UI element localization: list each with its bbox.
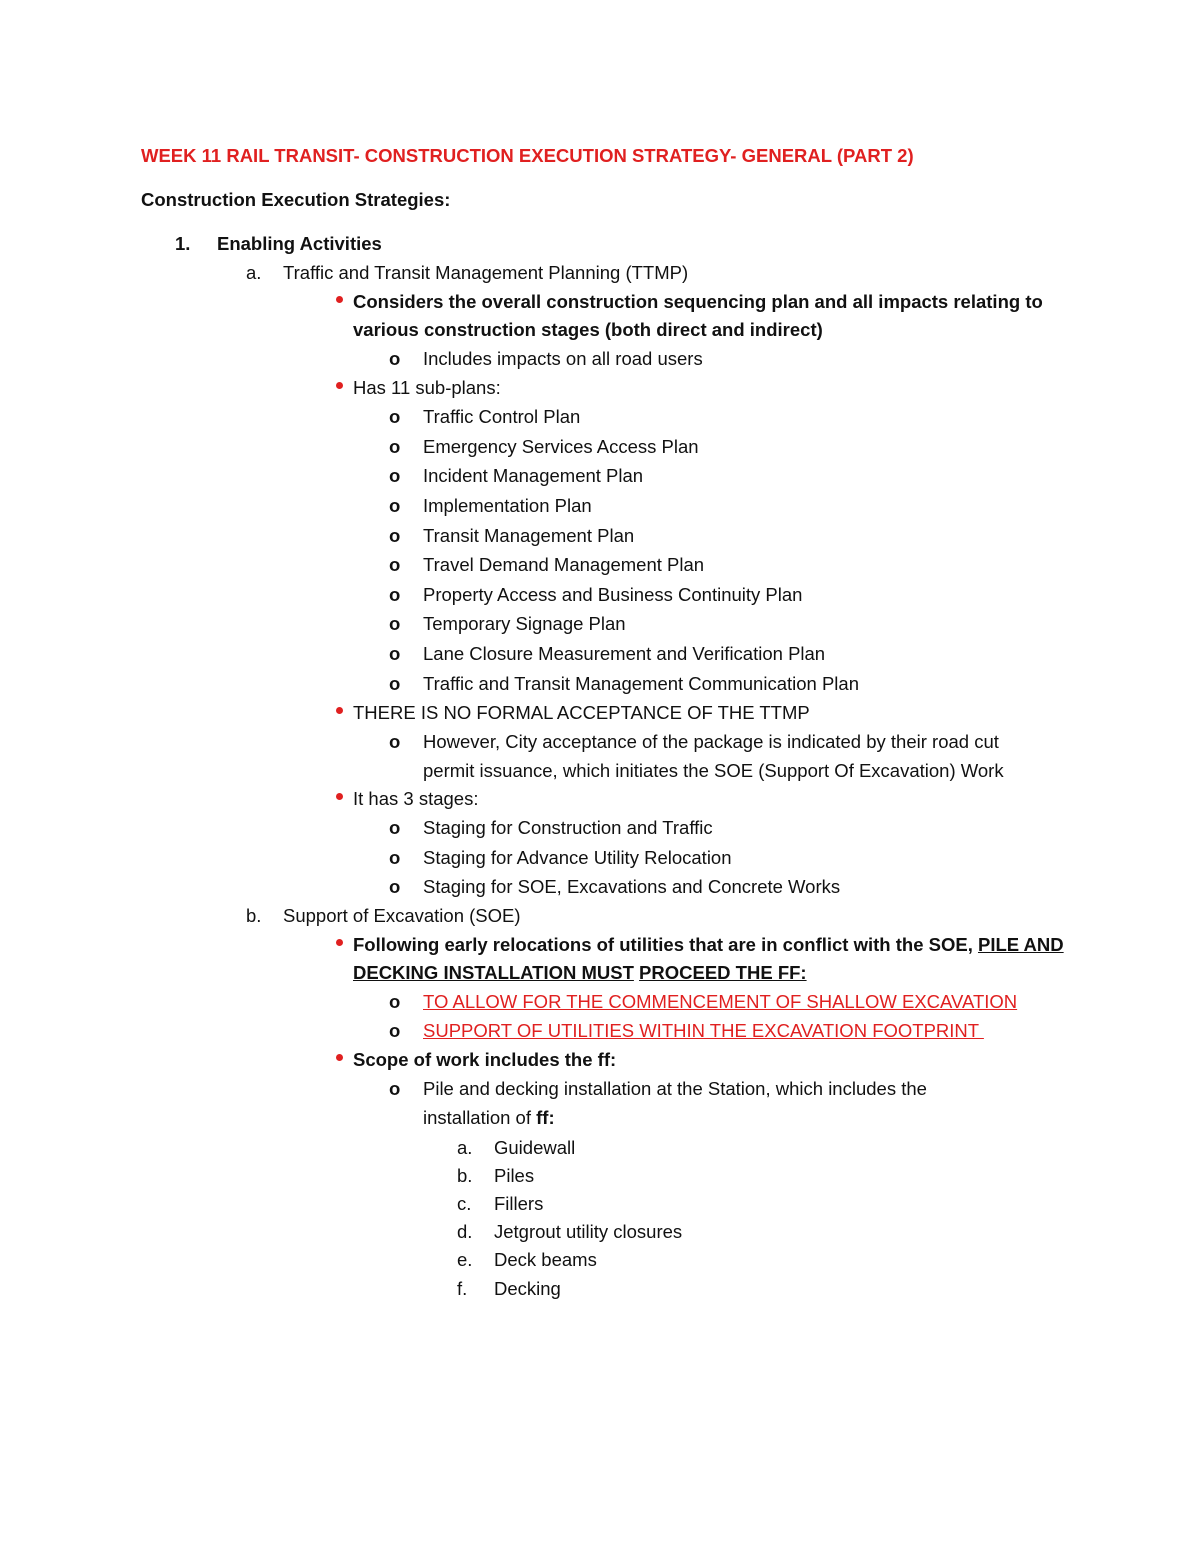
section-title-enabling-activities: Enabling Activities [217, 233, 382, 254]
bullet-text-plain: Scope of work includes the [353, 1049, 598, 1070]
document-title: WEEK 11 RAIL TRANSIT- CONSTRUCTION EXECUTION STRATEGY- GENERAL (PART 2) [141, 145, 914, 166]
bullet-text [353, 933, 1064, 957]
bullet-icon [336, 382, 343, 389]
section-heading: Construction Execution Strategies: [141, 189, 451, 210]
bullet-text: THERE IS NO FORMAL ACCEPTANCE OF THE TTMP [353, 702, 810, 723]
item-text: Jetgrout utility closures [494, 1221, 683, 1242]
bullet-text [353, 961, 807, 985]
sub-bullet-icon: o [389, 847, 401, 868]
bullet-text: Considers the overall construction sequencing plan and all impacts relating to [353, 291, 1043, 312]
item-text: Deck beams [494, 1249, 597, 1270]
item-letter: c. [457, 1193, 472, 1214]
bullet-icon [336, 939, 343, 946]
subsection-title-ttmp: Traffic and Transit Management Planning (TTMP) [283, 262, 689, 283]
sub-bullet-icon: o [389, 731, 401, 752]
sub-bullet-icon: o [389, 554, 401, 575]
sub-bullet-text: Implementation Plan [423, 495, 592, 516]
sub-bullet-icon: o [389, 406, 401, 427]
sub-bullet-icon: o [389, 673, 401, 694]
bullet-text: It has 3 stages: [353, 788, 479, 809]
bullet-text-bold: ff: [597, 1049, 617, 1070]
bullet-icon [336, 707, 343, 714]
item-text: Guidewall [494, 1137, 576, 1158]
sub-bullet-text-plain: installation of [423, 1107, 537, 1128]
sub-bullet-text: Incident Management Plan [423, 465, 644, 486]
bullet-text: Has 11 sub-plans: [353, 377, 501, 398]
sub-bullet-icon: o [389, 495, 401, 516]
sub-bullet-icon: o [389, 817, 401, 838]
sub-bullet-icon: o [389, 1020, 401, 1041]
item-text: Fillers [494, 1193, 544, 1214]
item-letter: e. [457, 1249, 473, 1270]
bullet-text-underlined: DECKING INSTALLATION MUST [353, 962, 634, 983]
sub-bullet-text-bold: ff: [536, 1107, 555, 1128]
sub-bullet-icon: o [389, 348, 401, 369]
bullet-icon [336, 1054, 343, 1061]
sub-bullet-text: Pile and decking installation at the Station, which includes the [423, 1078, 927, 1099]
sub-bullet-text: Transit Management Plan [423, 525, 635, 546]
sub-bullet-icon: o [389, 465, 401, 486]
list-letter: b. [246, 905, 262, 926]
sub-bullet-text: Property Access and Business Continuity Plan [423, 584, 803, 605]
bullet-text-underlined: PROCEED THE FF: [639, 962, 807, 983]
sub-bullet-text: Staging for Construction and Traffic [423, 817, 713, 838]
sub-bullet-text: However, City acceptance of the package is indicated by their road cut [423, 731, 999, 752]
sub-bullet-text: Staging for SOE, Excavations and Concrete Works [423, 876, 841, 897]
item-letter: d. [457, 1221, 473, 1242]
sub-bullet-text: Staging for Advance Utility Relocation [423, 847, 732, 868]
sub-bullet-icon: o [389, 584, 401, 605]
item-letter: f. [457, 1278, 468, 1299]
sub-bullet-text: Emergency Services Access Plan [423, 436, 699, 457]
sub-bullet-icon: o [389, 1078, 401, 1099]
item-letter: b. [457, 1165, 473, 1186]
sub-bullet-text-emphasis: TO ALLOW FOR THE COMMENCEMENT OF SHALLOW EXCAVATION [423, 991, 1018, 1012]
sub-bullet-text: Traffic Control Plan [423, 406, 581, 427]
bullet-text [353, 1048, 616, 1072]
bullet-text-underlined: PILE AND [977, 934, 1064, 955]
bullet-text-plain: Following early relocations of utilities that are in conflict with the SOE, [353, 934, 978, 955]
bullet-icon [336, 296, 343, 303]
list-letter: a. [246, 262, 262, 283]
sub-bullet-icon: o [389, 436, 401, 457]
item-text: Decking [494, 1278, 561, 1299]
sub-bullet-icon: o [389, 876, 401, 897]
item-letter: a. [457, 1137, 473, 1158]
sub-bullet-text: Lane Closure Measurement and Verification Plan [423, 643, 826, 664]
list-number: 1. [175, 233, 191, 254]
sub-bullet-text: permit issuance, which initiates the SOE (Support Of Excavation) Work [423, 760, 1004, 781]
sub-bullet-text: Travel Demand Management Plan [423, 554, 705, 575]
item-text: Piles [494, 1165, 535, 1186]
sub-bullet-text [423, 1106, 555, 1130]
sub-bullet-text: Traffic and Transit Management Communication Plan [423, 673, 859, 694]
sub-bullet-icon: o [389, 643, 401, 664]
sub-bullet-text-emphasis: SUPPORT OF UTILITIES WITHIN THE EXCAVATION FOOTPRINT [423, 1020, 984, 1041]
sub-bullet-icon: o [389, 991, 401, 1012]
bullet-text: various construction stages (both direct and indirect) [353, 319, 823, 340]
bullet-icon [336, 793, 343, 800]
sub-bullet-icon: o [389, 613, 401, 634]
sub-bullet-text: Temporary Signage Plan [423, 613, 626, 634]
sub-bullet-text: Includes impacts on all road users [423, 348, 703, 369]
sub-bullet-icon: o [389, 525, 401, 546]
subsection-title-soe: Support of Excavation (SOE) [283, 905, 521, 926]
